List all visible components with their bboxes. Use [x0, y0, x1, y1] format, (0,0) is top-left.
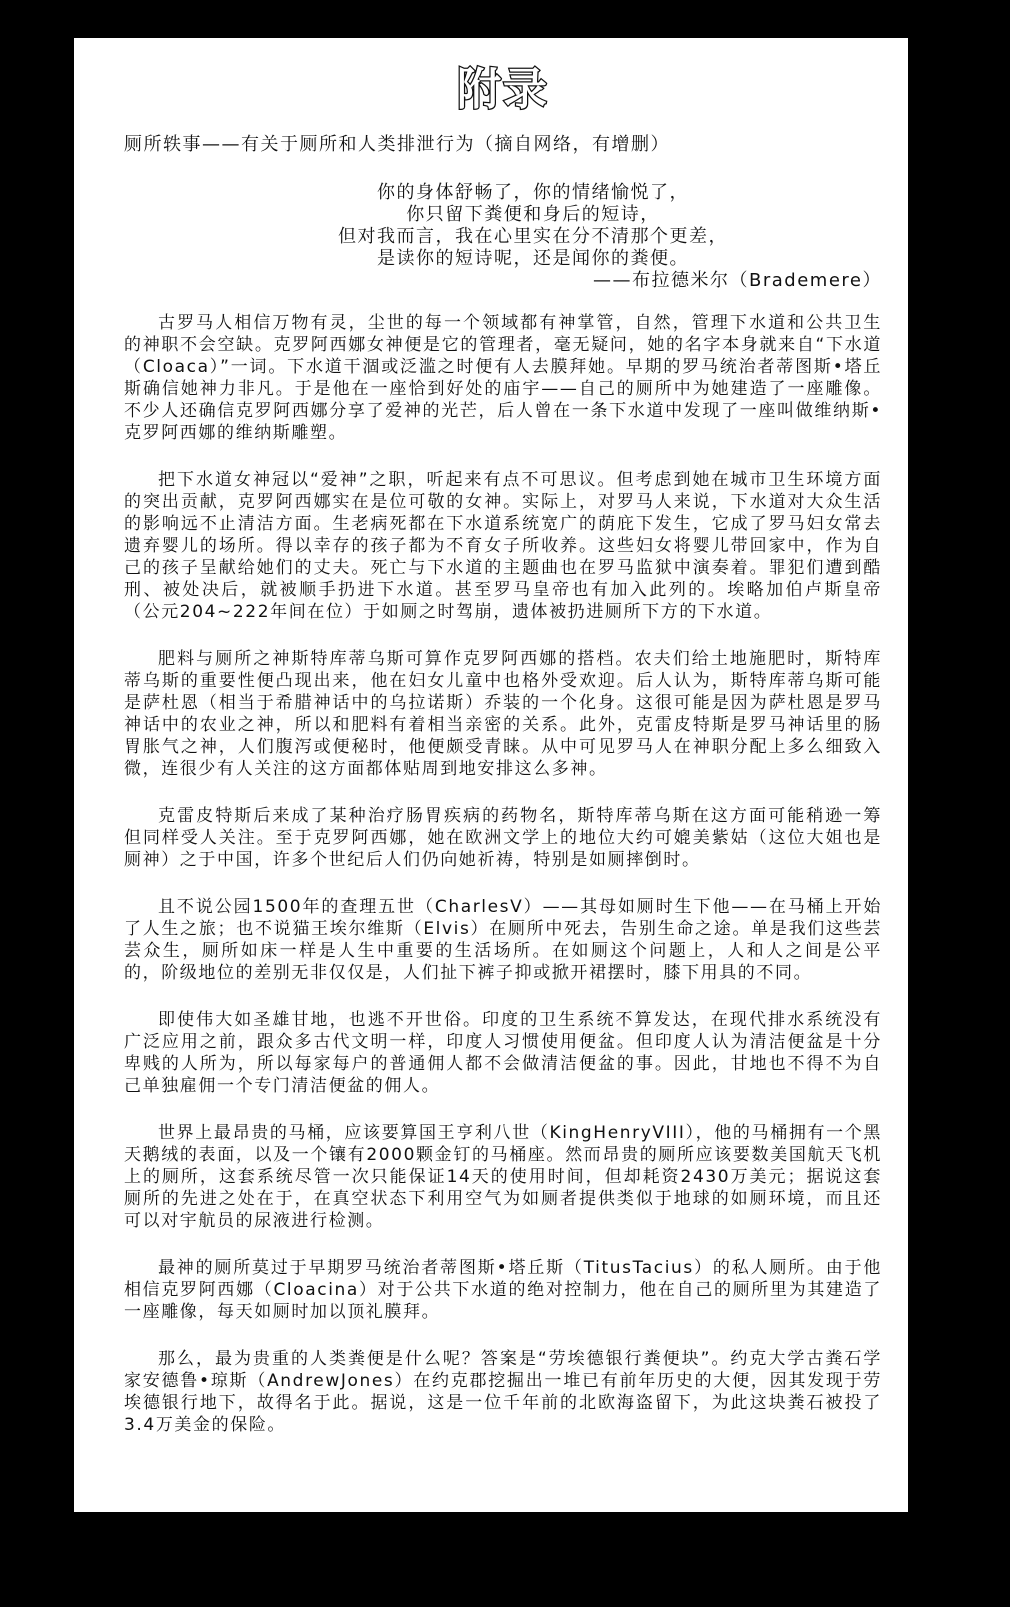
body-paragraph: 且不说公园1500年的查理五世（CharlesV）——其母如厕时生下他——在马桶上开始了人生之旅；也不说猫王埃尔维斯（Elvis）在厕所中死去，告别生命之途。单是我们这些芸芸众生，厕所如床一样是人生中重要的生活场所。在如厕这个问题上，人和人之间是公平的，阶级地位的差别无非仅仅是，人们扯下裤子抑或掀开裙摆时，膝下用具的不同。	[124, 897, 882, 983]
body-paragraph: 克雷皮特斯后来成了某种治疗肠胃疾病的药物名，斯特库蒂乌斯在这方面可能稍逊一筹但同样受人关注。至于克罗阿西娜，她在欧洲文学上的地位大约可媲美紫姑（这位大姐也是厕神）之于中国，许多个世纪后人们仍向她祈祷，特别是如厕摔倒时。	[124, 806, 882, 870]
body-paragraph: 古罗马人相信万物有灵，尘世的每一个领域都有神掌管，自然，管理下水道和公共卫生的神职不会空缺。克罗阿西娜女神便是它的管理者，毫无疑问，她的名字本身就来自“下水道（Cloaca）”一词。下水道干涸或泛滥之时便有人去膜拜她。早期的罗马统治者蒂图斯•塔丘斯确信她神力非凡。于是他在一座恰到好处的庙宇——自己的厕所中为她建造了一座雕像。不少人还确信克罗阿西娜分享了爱神的光芒，后人曾在一条下水道中发现了一座叫做维纳斯•克罗阿西娜的维纳斯雕塑。	[124, 313, 882, 443]
poem-line: 但对我而言，我在心里实在分不清那个更差，	[338, 226, 728, 247]
poem-attribution: ——布拉德米尔（Brademere）	[593, 270, 882, 291]
document-page	[74, 38, 908, 1512]
poem-line: 你的身体舒畅了，你的情绪愉悦了，	[377, 182, 689, 203]
poem-block	[124, 182, 882, 270]
poem-line: 是读你的短诗呢，还是闻你的粪便。	[377, 248, 689, 269]
body-paragraph: 那么，最为贵重的人类粪便是什么呢？答案是“劳埃德银行粪便块”。约克大学古粪石学家安德鲁•琼斯（AndrewJones）在约克郡挖掘出一堆已有前年历史的大便，因其发现于劳埃德银行地下，故得名于此。据说，这是一位千年前的北欧海盗留下，为此这块粪石被投了3.4万美金的保险。	[124, 1349, 882, 1435]
article-subtitle: 厕所轶事——有关于厕所和人类排泄行为（摘自网络，有增删）	[124, 134, 670, 155]
poem-line: 你只留下粪便和身后的短诗，	[406, 204, 660, 225]
body-paragraph: 世界上最昂贵的马桶，应该要算国王亨利八世（KingHenryVIII），他的马桶拥有一个黑天鹅绒的表面，以及一个镶有2000颗金钉的马桶座。然而昂贵的厕所应该要数美国航天飞机上的厕所，这套系统尽管一次只能保证14天的使用时间，但却耗资2430万美元；据说这套厕所的先进之处在于，在真空状态下利用空气为如厕者提供类似于地球的如厕环境，而且还可以对宇航员的尿液进行检测。	[124, 1123, 882, 1231]
body-paragraph: 把下水道女神冠以“爱神”之职，听起来有点不可思议。但考虑到她在城市卫生环境方面的突出贡献，克罗阿西娜实在是位可敬的女神。实际上，对罗马人来说，下水道对大众生活的影响远不止清洁方面。生老病死都在下水道系统宽广的荫庇下发生，它成了罗马妇女常去遗弃婴儿的场所。得以幸存的孩子都为不育女子所收养。这些妇女将婴儿带回家中，作为自己的孩子呈献给她们的丈夫。死亡与下水道的主题曲也在罗马监狱中演奏着。罪犯们遭到酷刑、被处决后，就被顺手扔进下水道。甚至罗马皇帝也有加入此列的。埃略加伯卢斯皇帝（公元204~222年间在位）于如厕之时驾崩，遗体被扔进厕所下方的下水道。	[124, 470, 882, 622]
body-paragraph: 最神的厕所莫过于早期罗马统治者蒂图斯•塔丘斯（TitusTacius）的私人厕所。由于他相信克罗阿西娜（Cloacina）对于公共下水道的绝对控制力，他在自己的厕所里为其建造了一座雕像，每天如厕时加以顶礼膜拜。	[124, 1258, 882, 1322]
body-paragraph: 即使伟大如圣雄甘地，也逃不开世俗。印度的卫生系统不算发达，在现代排水系统没有广泛应用之前，跟众多古代文明一样，印度人习惯使用便盆。但印度人认为清洁便盆是十分卑贱的人所为，所以每家每户的普通佣人都不会做清洁便盆的事。因此，甘地也不得不为自己单独雇佣一个专门清洁便盆的佣人。	[124, 1010, 882, 1096]
page-title: 附录	[457, 64, 549, 115]
body-paragraph: 肥料与厕所之神斯特库蒂乌斯可算作克罗阿西娜的搭档。农夫们给土地施肥时，斯特库蒂乌斯的重要性便凸现出来，他在妇女儿童中也格外受欢迎。后人认为，斯特库蒂乌斯可能是萨杜恩（相当于希腊神话中的乌拉诺斯）乔装的一个化身。这很可能是因为萨杜恩是罗马神话中的农业之神，所以和肥料有着相当亲密的关系。此外，克雷皮特斯是罗马神话里的肠胃胀气之神，人们腹泻或便秘时，他便颇受青睐。从中可见罗马人在神职分配上多么细致入微，连很少有人关注的这方面都体贴周到地安排这么多神。	[124, 649, 882, 779]
